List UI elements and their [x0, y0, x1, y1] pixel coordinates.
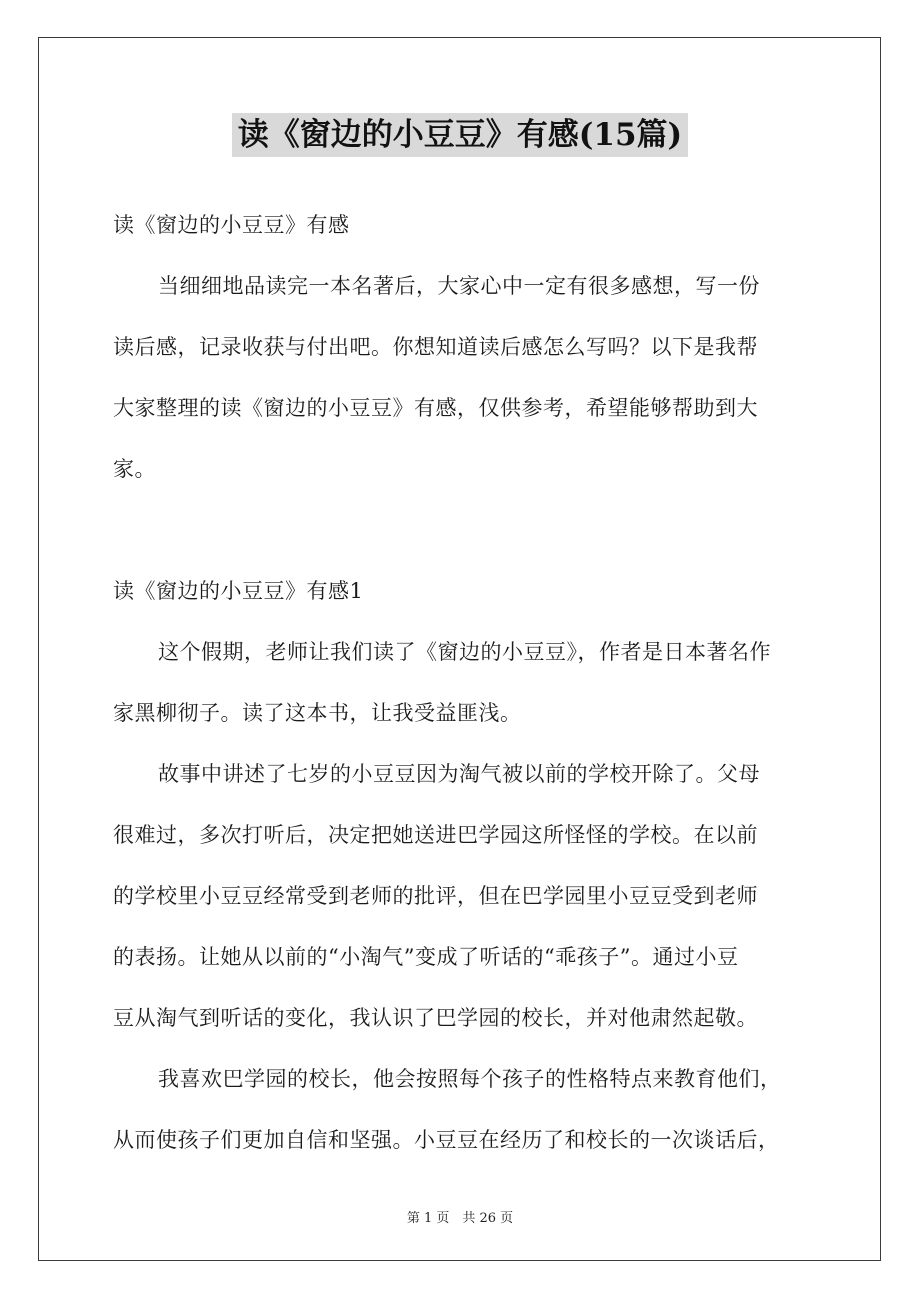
intro-line: 读后感，记录收获与付出吧。你想知道读后感怎么写吗？以下是我帮: [113, 335, 758, 359]
document-title: 读《窗边的小豆豆》有感(15篇): [232, 113, 688, 157]
intro-heading: 读《窗边的小豆豆》有感: [113, 213, 350, 237]
paragraph-line: 从而使孩子们更加自信和坚强。小豆豆在经历了和校长的一次谈话后，: [113, 1128, 780, 1152]
intro-line: 家。: [113, 457, 156, 481]
intro-line: 大家整理的读《窗边的小豆豆》有感，仅供参考，希望能够帮助到大: [113, 396, 758, 420]
page-footer: 第 1 页 共 26 页: [406, 1211, 514, 1226]
paragraph-line: 家黑柳彻子。读了这本书，让我受益匪浅。: [113, 701, 522, 725]
blank-line: [113, 500, 813, 561]
paragraph-line: 故事中讲述了七岁的小豆豆因为淘气被以前的学校开除了。父母: [158, 762, 760, 786]
section-heading: 读《窗边的小豆豆》有感1: [113, 579, 364, 603]
paragraph-line: 的表扬。让她从以前的“小淘气”变成了听话的“乖孩子”。通过小豆: [113, 945, 739, 969]
paragraph-line: 的学校里小豆豆经常受到老师的批评，但在巴学园里小豆豆受到老师: [113, 884, 758, 908]
intro-line: 当细细地品读完一本名著后，大家心中一定有很多感想，写一份: [158, 274, 760, 298]
paragraph-line: 这个假期，老师让我们读了《窗边的小豆豆》，作者是日本著名作: [158, 640, 771, 664]
paragraph-line: 我喜欢巴学园的校长，他会按照每个孩子的性格特点来教育他们，: [158, 1067, 782, 1091]
paragraph-line: 豆从淘气到听话的变化，我认识了巴学园的校长，并对他肃然起敬。: [113, 1006, 758, 1030]
title-container: [0, 113, 920, 157]
document-body: [113, 195, 813, 1171]
paragraph-line: 很难过，多次打听后，决定把她送进巴学园这所怪怪的学校。在以前: [113, 823, 758, 847]
